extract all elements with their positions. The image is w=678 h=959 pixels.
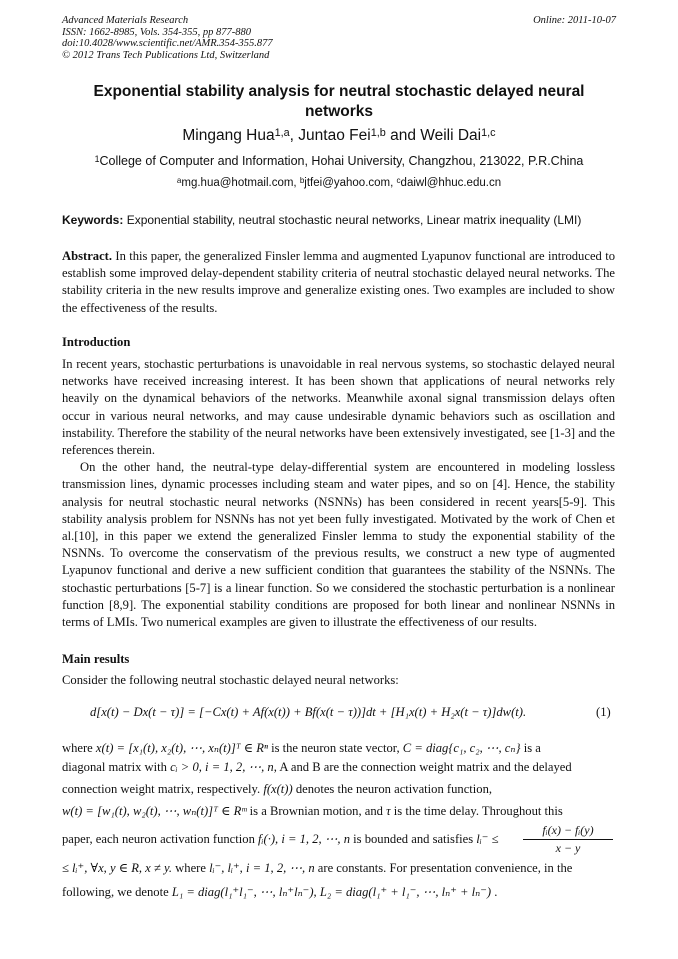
introduction-body <box>62 356 615 631</box>
text-span: where <box>172 861 210 875</box>
abstract <box>62 248 615 317</box>
author-separator: and <box>385 127 421 144</box>
math-inline: C = diag{c₁, c₂, ⋯, cₙ} <box>402 741 521 755</box>
email-link[interactable]: mg.hua@hotmail.com <box>181 177 294 189</box>
text-line <box>62 884 615 901</box>
email-superscript: b <box>299 175 305 185</box>
author-list <box>62 127 616 145</box>
math-inline: f(x(t)) <box>263 782 293 796</box>
text-span: diagonal matrix with <box>62 760 171 774</box>
email-superscript: a <box>176 175 182 185</box>
text-span: is a <box>520 741 541 755</box>
text-span: is bounded and satisfies <box>350 832 477 846</box>
author-name: Juntao Fei <box>298 127 371 144</box>
copyright-line: © 2012 Trans Tech Publications Ltd, Switzerland <box>62 49 270 61</box>
math-inline: cᵢ > 0, i = 1, 2, ⋯, n <box>170 760 274 774</box>
text-span: is a Brownian motion, and <box>246 804 387 818</box>
section-heading-introduction: Introduction <box>62 335 131 349</box>
math-inline: lᵢ⁻ ≤ <box>476 832 499 846</box>
issn-line: ISSN: 1662-8985, Vols. 354-355, pp 877-880 <box>62 26 251 38</box>
paragraph: In recent years, stochastic perturbations is unavoidable in real nervous systems, so stochastic delayed neural networks have received increasing interest. It has been shown that applications of neural networks rely heavily on the dynamical behaviors of the networks. Meanwhile axonal signal transmission delays often occur in various neural networks, and may cause undesirable dynamic behaviors such as oscillation and instability. Therefore the stability of the neural networks have been extensively investigated, see [1-3] and the references therein. <box>62 357 615 458</box>
text-span: is the neuron state vector, <box>267 741 403 755</box>
fraction <box>523 823 613 856</box>
math-inline: w(t) = [w₁(t), w₂(t), ⋯, wₙ(t)]ᵀ ∈ Rᵐ <box>62 804 247 818</box>
math-inline: x(t) = [x₁(t), x₂(t), ⋯, xₙ(t)]ᵀ ∈ Rⁿ <box>95 741 268 755</box>
equation-number: (1) <box>596 705 611 719</box>
fraction-denominator: x − y <box>555 841 581 855</box>
text-span: paper, each neuron activation function <box>62 832 259 846</box>
email-list: $^a$mg.hua@hotmail.com, $^b$jtfei@yahoo.com, $^c$daiwl@hhuc.edu.cn <box>176 175 502 189</box>
text-span: where <box>62 741 96 755</box>
affiliation-text: College of Computer and Information, Hohai University, Changzhou, 213022, P.R.China <box>99 154 584 168</box>
equation-1: d[x(t) − Dx(t − τ)] = [−Cx(t) + Af(x(t)) + Bf(x(t − τ))]dt + [H₁x(t) + H₂x(t − τ)]dw(t). <box>90 705 527 719</box>
abstract-text: In this paper, the generalized Finsler lemma and augmented Lyapunov functional are introduced to establish some improved delay-dependent stability criteria of neutral stochastic delayed neural networks. The stability criteria in the new results improve and generalize existing ones. Two examples are included to show the effectiveness of the results. <box>62 249 615 315</box>
math-inline: lᵢ⁻, lᵢ⁺, i = 1, 2, ⋯, n <box>209 861 315 875</box>
text-line <box>62 759 615 776</box>
text-span: are constants. For presentation convenience, in the <box>314 861 573 875</box>
keywords-text: Exponential stability, neutral stochastic neural networks, Linear matrix inequality (LMI) <box>123 213 582 227</box>
paper-title: Exponential stability analysis for neutral stochastic delayed neural networks <box>93 83 585 120</box>
author-name: Mingang Hua <box>182 127 275 144</box>
email-superscript: c <box>396 175 401 185</box>
keywords <box>62 213 616 227</box>
text-line <box>62 803 615 820</box>
math-inline: τ <box>386 804 391 818</box>
abstract-label: Abstract. <box>62 249 113 263</box>
keywords-label: Keywords: <box>62 213 124 227</box>
text-span: . <box>491 885 498 899</box>
paragraph: On the other hand, the neutral-type delay-differential system are encountered in modeling lossless transmission lines, dynamic processes including steam and water pipes, and so on [4]. Hence, the stability analysis for neutral stochastic neural networks (NSNNs) has been considered in recent years[5-9]. This stability analysis problem for NSNNs has not yet been fully investigated. Motivated by the work of Chen et al.[10], in this paper we extend the generalized Finsler lemma to study the exponential stability of the NSNNs. To overcome the conservatism of the previous results, we construct a new type of augmented Lyapunov functional and derive a new sufficient condition that guarantees the stability of the NSNNs. The stochastic perturbations [5-7] is a linear function. So we considered the stochastic perturbation is a nonlinear function [8,9]. The exponential stability conditions are proposed for both linear and nonlinear NSNNs in terms of LMIs. Two numerical examples are given to illustrate the effectiveness of our results. <box>62 460 615 630</box>
text-span: denotes the neuron activation function, <box>292 782 493 796</box>
journal-name: Advanced Materials Research <box>62 15 189 26</box>
fraction-numerator: fᵢ(x) − fᵢ(y) <box>523 823 613 840</box>
text-span: following, we denote <box>62 885 172 899</box>
journal-header <box>62 15 616 61</box>
author-superscript: 1,b <box>370 126 386 139</box>
text-line <box>62 860 615 877</box>
text-line <box>62 740 615 757</box>
author-superscript: 1,c <box>481 126 496 139</box>
affiliation <box>62 154 616 168</box>
email-link[interactable]: jtfei@yahoo.com <box>304 177 391 189</box>
section-heading-main-results: Main results <box>62 652 130 666</box>
author-separator: , <box>289 127 299 144</box>
math-inline: L₁ = diag(l₁⁺l₁⁻, ⋯, lₙ⁺lₙ⁻), L₂ = diag(l₁⁺ + l₁⁻, ⋯, lₙ⁺ + lₙ⁻) <box>171 885 492 899</box>
text-span: , A and B are the connection weight matrix and the delayed <box>273 760 572 774</box>
paragraph: Consider the following neutral stochastic delayed neural networks: <box>62 673 399 687</box>
text-span: is the time delay. Throughout this <box>390 804 563 818</box>
email-link[interactable]: daiwl@hhuc.edu.cn <box>400 177 502 189</box>
author-superscript: 1,a <box>274 126 290 139</box>
math-inline: ≤ lᵢ⁺, ∀x, y ∈ R, x ≠ y. <box>62 861 173 875</box>
online-date: Online: 2011-10-07 <box>533 15 616 26</box>
math-inline: fᵢ(·), i = 1, 2, ⋯, n <box>258 832 351 846</box>
text-line <box>62 781 615 798</box>
text-span: connection weight matrix, respectively. <box>62 782 264 796</box>
affiliation-superscript: 1 <box>94 153 100 164</box>
author-name: Weili Dai <box>420 127 482 144</box>
doi-line: doi:10.4028/www.scientific.net/AMR.354-355.877 <box>62 38 273 49</box>
